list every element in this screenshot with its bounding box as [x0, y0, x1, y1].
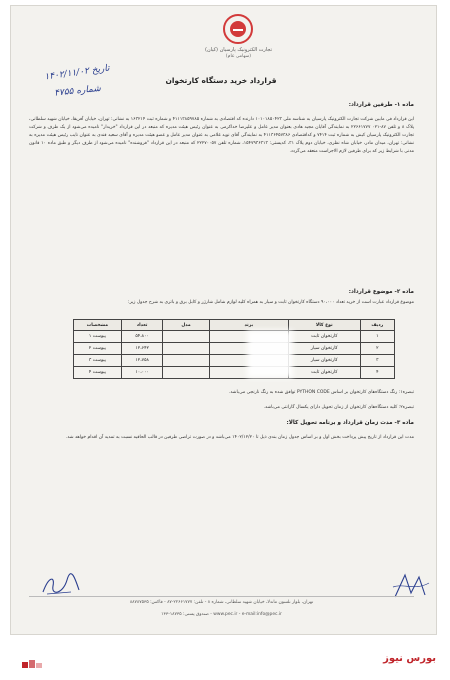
- handwritten-date: تاریخ ۱۴۰۲/۱۱/۰۲: [43, 63, 111, 83]
- table-row: [74, 343, 395, 355]
- col-header-quantity: تعداد: [121, 320, 163, 331]
- cell-quantity: ۱۰،۰۰۰: [121, 367, 163, 379]
- table-header-row: [74, 320, 395, 331]
- news-logo-icon: [22, 659, 44, 669]
- company-subtitle: (سهامی عام): [225, 54, 252, 59]
- col-header-row: ردیف: [360, 320, 394, 331]
- redacted-area: [247, 330, 293, 378]
- note2-paragraph: تبصره۲: کلیه دستگاه‌های کارتخوان از زمان تحویل دارای یکسال گارانتی می‌باشد.: [263, 405, 414, 410]
- cell-row: ۳: [360, 355, 394, 367]
- document-page: [11, 6, 436, 634]
- table-row: [74, 355, 395, 367]
- news-brand-name: بورس نیوز: [383, 653, 436, 664]
- cell-model: [163, 343, 209, 355]
- col-header-type: نوع کالا: [288, 320, 360, 331]
- col-header-brand: برند: [209, 320, 288, 331]
- article2-heading: ماده ۲- موضوع قرارداد:: [348, 289, 414, 295]
- cell-quantity: ۵۴،۸۰۰: [121, 331, 163, 343]
- company-logo-icon: [223, 14, 253, 44]
- footer-contact: www.pec.ir - e-mail:info@pec.ir - صندوق پستی: ۱۸۷۳۵-۱۳۳: [161, 612, 282, 617]
- cell-quantity: ۱۲،۷۵۸: [121, 355, 163, 367]
- footer-address: تهران، بلوار نلسون ماندلا، خیابان شهید سلطانی، شماره ۸ - تلفن: ۲۲۶۶۱۷۷۷-۸۷ - فاکس: ۸۸۷۸۷۵۳۵: [129, 600, 314, 605]
- article3-heading: ماده ۳- مدت زمان قرارداد و برنامه تحویل کالا:: [286, 420, 414, 426]
- table-row: [74, 331, 395, 343]
- cell-spec: پیوست ۳: [74, 355, 122, 367]
- article2-paragraph: موضوع قرارداد عبارت است از خرید تعداد ۹۰،۰۰۰ دستگاه کارتخوان ثابت و سیار به همراه کلیه لوازم شامل شارژر و کابل برق و باتری به شرح جدول زیر:: [128, 300, 414, 305]
- table-row: [74, 367, 395, 379]
- cell-quantity: ۱۲،۶۴۲: [121, 343, 163, 355]
- cell-model: [163, 331, 209, 343]
- signature-left-icon: [41, 572, 81, 598]
- col-header-model: مدل: [163, 320, 209, 331]
- article1-paragraph: این قرارداد فی مابین شرکت تجارت الکترونیک پارسیان به شناسه ملی ۱۰۱۰۱۸۵۰۴۲۳ دارنده کد اقتصادی به شماره ۴۱۱۱۳۸۵۹۷۸۵ و شماره ثبت ۱۶۳۲۱۴ به نشانی: تهران، خیابان آفریقا، خیابان شهید سلطانی، پلاک ۸ و تلفن ۸۷-۰۲۱ ۲۲۶۶۱۷۷۷ به نمایندگی آقایان مجید هادی بعنوان مدیر عامل و علیرضا خداکرمی به عنوان رئیس هیئت مدیره که منبعد در این قرارداد "خریدار" نامیده می‌شود از یک طرف و شرکت تجارت الکترونیک پارسیان کیش به شماره ثبت ۷۴۱۴ و کداقتصادی ۴۱۱۳۶۴۵۷۳۸۶ به نمایندگی آقای نوید غلامی به عنوان مدیر عامل و عضو هیئت مدیره و آقای سعید قندی به عنوان نایب رئیس هیئت مدیره به نشانی: تهران، میدان مادر، خیابان شاه نظری، خیابان دوم پلاک ۳۱، کدپستی: ۱۵۴۷۹۳۶۳۱۳، شماره تلفن ۲۲۲۷۰۰۵۷ که منبعد در این قرارداد "فروشنده" نامیده می‌شود از طرف دیگر و طبق ماده ۱۰ قانون مدنی با شرایط زیر که برای طرفین لازم الاجراست منعقد می‌گردد.: [29, 117, 415, 154]
- article3-paragraph: مدت این قرارداد از تاریخ پیش پرداخت بخش اول و بر اساس جدول زمان بندی ذیل تا ۱۴۰۲/۱۲/۲۰ می‌باشد و در صورت تراضی طرفین در قالب الحاقیه نسبت به تمدید آن اقدام خواهد شد.: [66, 435, 414, 440]
- col-header-spec: مشخصات: [74, 320, 122, 331]
- document-title: قرارداد خرید دستگاه کارتخوان: [165, 76, 277, 85]
- cell-spec: پیوست ۲: [74, 343, 122, 355]
- cell-model: [163, 355, 209, 367]
- cell-row: ۴: [360, 367, 394, 379]
- cell-row: ۱: [360, 331, 394, 343]
- article1-heading: ماده ۱- طرفین قرارداد:: [348, 102, 414, 108]
- redaction-blur: [247, 330, 293, 378]
- footer-divider: [29, 596, 414, 597]
- cell-type: کارتخوان سیار: [288, 355, 360, 367]
- cell-row: ۲: [360, 343, 394, 355]
- note1-paragraph: تبصره۱: رنگ دستگاه‌های کارتخوان بر اساس PYTHON CODE توافق شده به رنگ نارنجی می‌باشد.: [228, 390, 414, 395]
- cell-type: کارتخوان ثابت: [288, 331, 360, 343]
- cell-spec: پیوست ۱: [74, 331, 122, 343]
- cell-type: کارتخوان سیار: [288, 343, 360, 355]
- cell-model: [163, 367, 209, 379]
- cell-spec: پیوست ۴: [74, 367, 122, 379]
- goods-table: [73, 319, 395, 379]
- cell-type: کارتخوان ثابت: [288, 367, 360, 379]
- handwritten-number: شماره ۴۷۵۵: [53, 83, 102, 99]
- company-name: تجارت الکترونیک پارسیان (کیان): [205, 47, 272, 53]
